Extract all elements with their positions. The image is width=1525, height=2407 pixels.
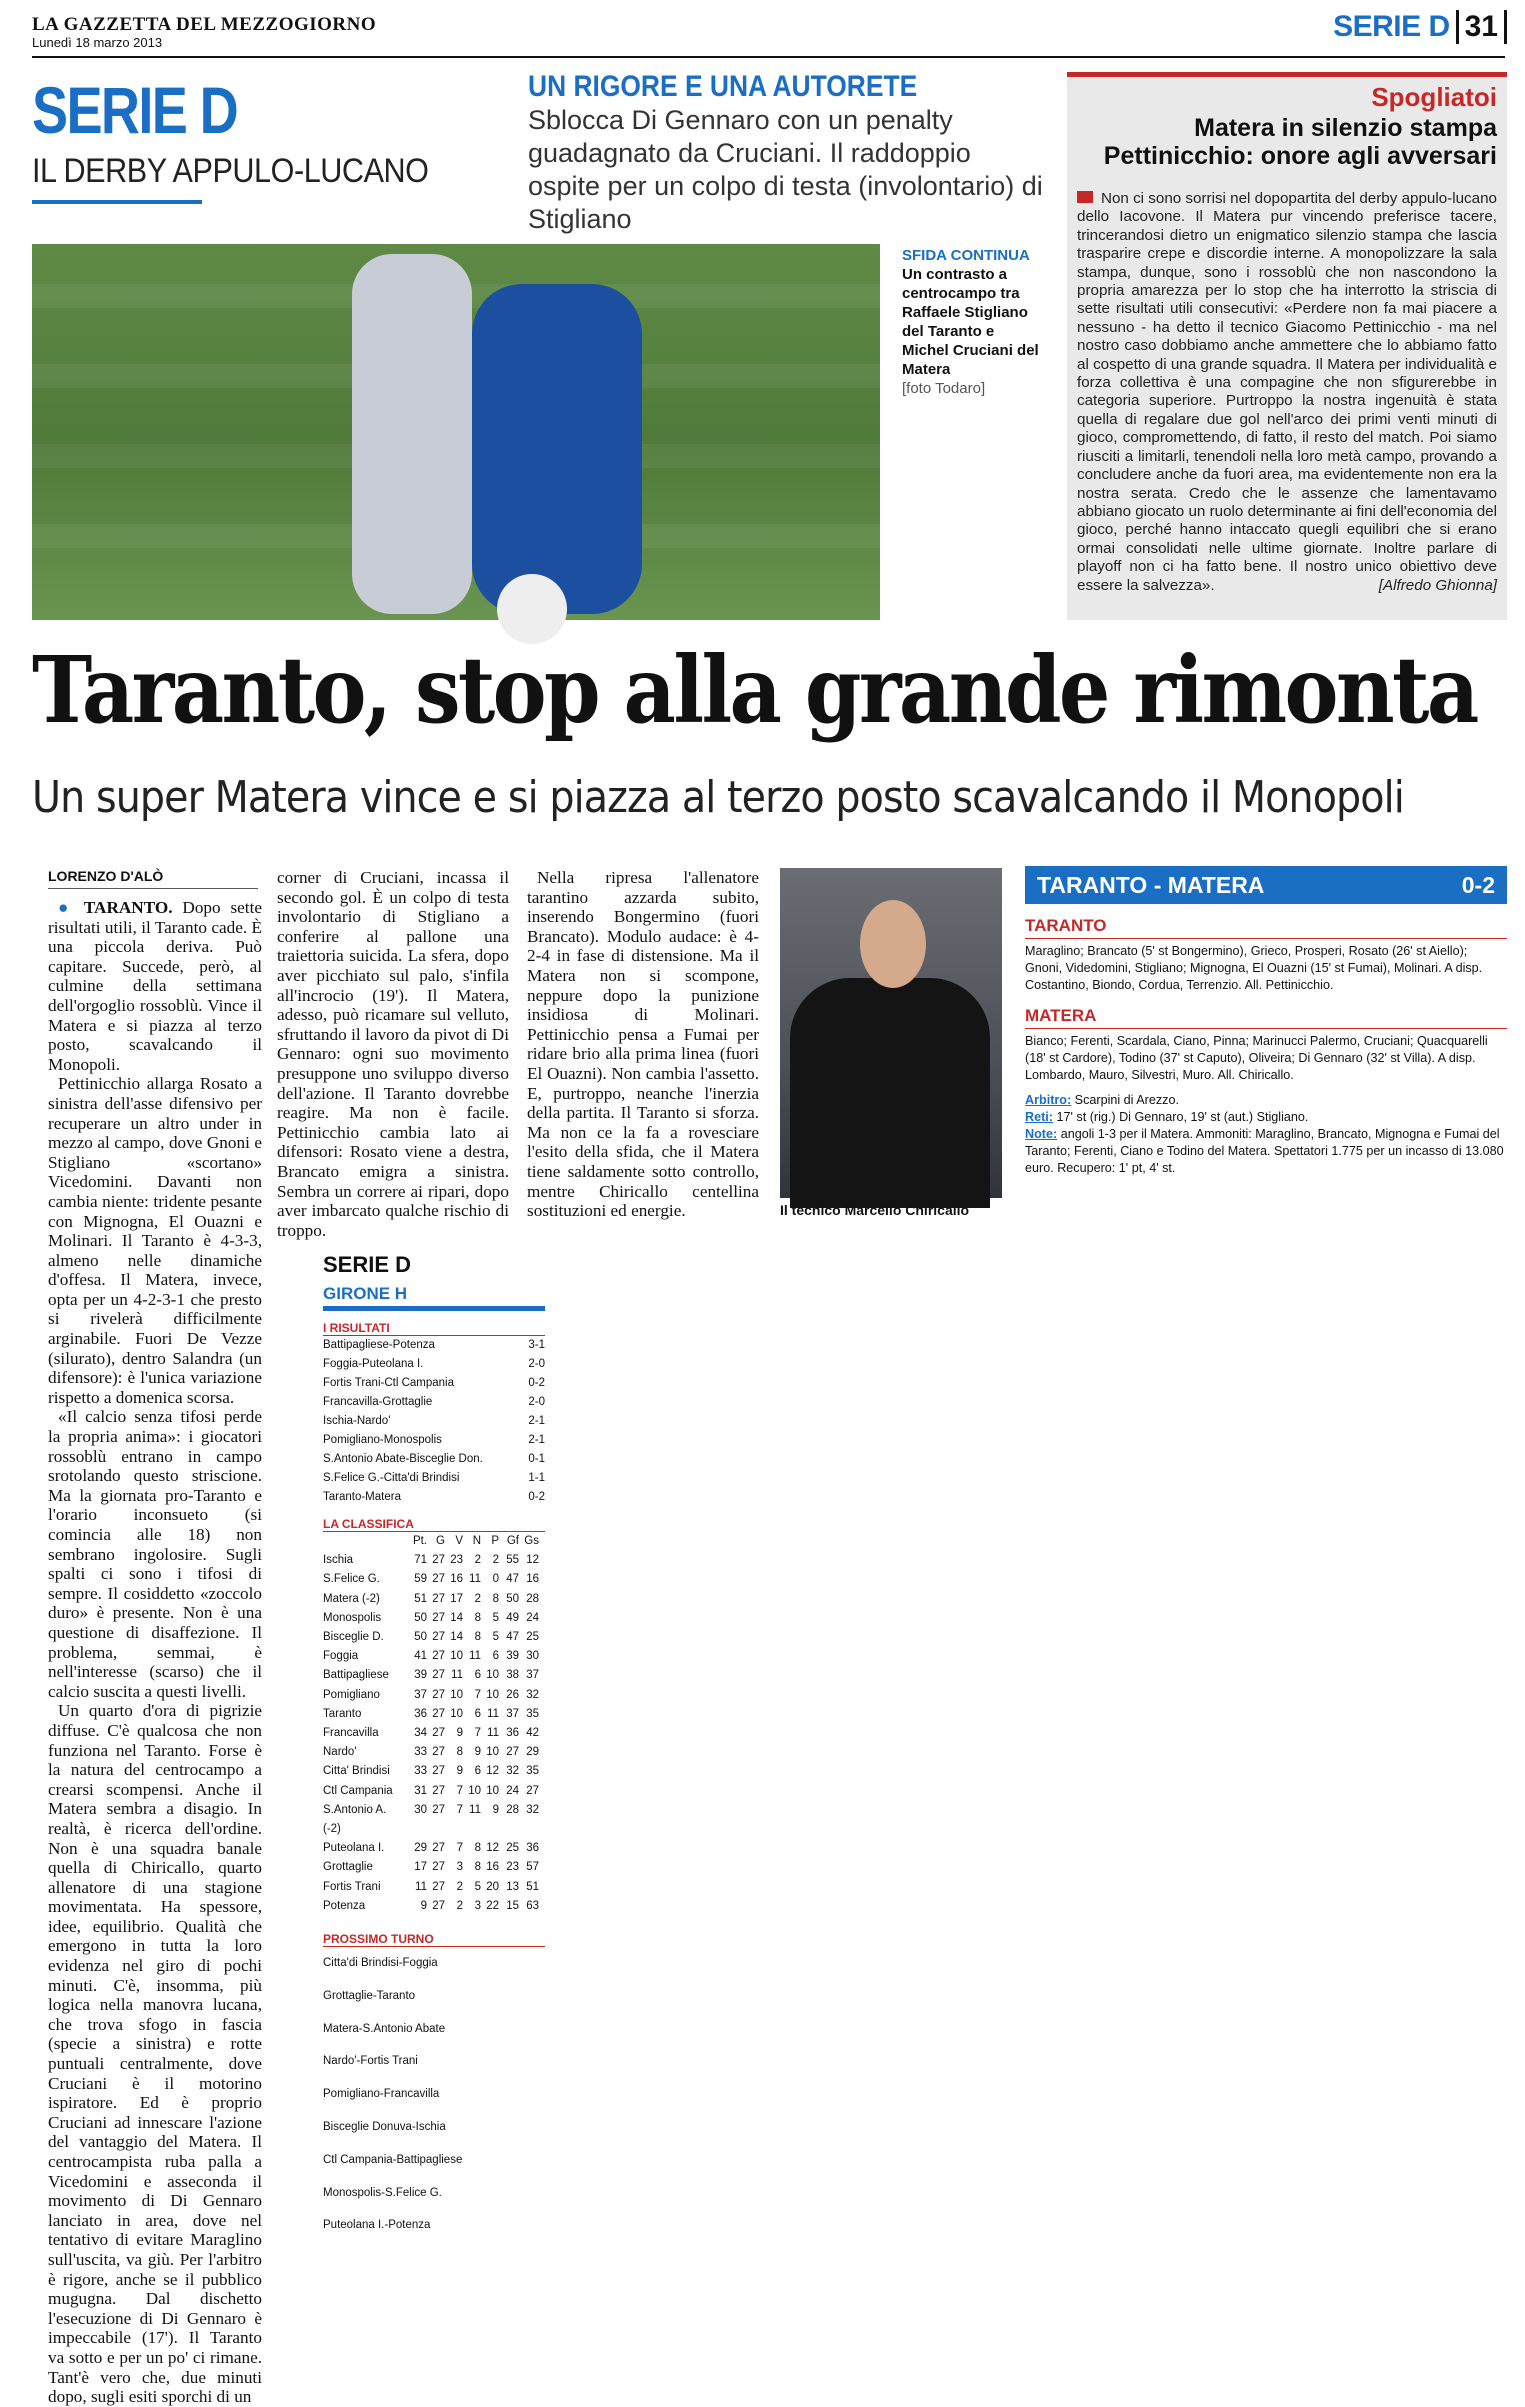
standings-cell: 23 bbox=[506, 1861, 519, 1874]
result-score: 0-2 bbox=[528, 1491, 545, 1503]
coach-coat-figure bbox=[790, 978, 990, 1208]
article-column-3 bbox=[527, 868, 759, 1221]
standings-cell: 42 bbox=[526, 1727, 539, 1740]
standings-cell: 11 bbox=[469, 1650, 481, 1663]
standings-cell: 16 bbox=[486, 1861, 499, 1874]
standings-cell: 29 bbox=[414, 1842, 427, 1855]
section-tag-title: SERIE D bbox=[32, 73, 238, 147]
standings-cell: Pomigliano bbox=[323, 1688, 380, 1701]
standings-header-cell: P bbox=[491, 1535, 499, 1547]
standings-row bbox=[323, 1647, 545, 1666]
standings-cell: 27 bbox=[432, 1669, 445, 1682]
match-teams: TARANTO - MATERA bbox=[1037, 871, 1265, 898]
standings-cell: Battipagliese bbox=[323, 1669, 389, 1682]
goals-value: 17' st (rig.) Di Gennaro, 19' st (aut.) Stigliano. bbox=[1056, 1110, 1309, 1124]
photo-caption bbox=[902, 246, 1042, 398]
photo-caption-text: Un contrasto a centrocampo tra Raffaele Stigliano del Taranto e Michel Cruciani del Matera bbox=[902, 266, 1039, 378]
standings-row bbox=[323, 1705, 545, 1724]
standings-header bbox=[323, 1532, 545, 1551]
section-tag-subtitle: IL DERBY APPULO-LUCANO bbox=[32, 152, 429, 190]
article-paragraph: Nella ripresa l'allenatore tarantino azzarda subito, inserendo Bongermino (fuori Brancato). Modulo audace: è 4-2-4 in fase di distensione. Ma il Matera non si scompone, neppure dopo la punizione insidiosa di Molinari. Pettinicchio pensa a Fumai per ridare brio alla prima linea (fuori El Ouazni). Non cambia l'assetto. E, purtroppo, neanche l'inerzia della partita. Il Taranto si sforza. Ma non ce la fa a rovesciare l'esito della sfida, che il Matera tiene saldamente sotto controllo, mentre Chiricallo centellina sostituzioni ed energie. bbox=[527, 868, 759, 1221]
standings-cell: Taranto bbox=[323, 1707, 362, 1720]
result-row bbox=[323, 1336, 545, 1355]
team1-lineup: Maraglino; Brancato (5' st Bongermino), Grieco, Prosperi, Rosato (26' st Aiello); Gnoni, Videdomini, Stigliano; Mignogna, El Ouazni (15' st Fumai), Molinari. A disp. Costantino, Biondo, Cordua, Terrenzio. All. Pettinicchio. bbox=[1025, 944, 1483, 992]
standings-cell: Foggia bbox=[323, 1650, 359, 1663]
standings-row bbox=[323, 1724, 545, 1743]
next-round-item: Grottaglie-Taranto bbox=[323, 1989, 416, 2002]
standings-cell: 7 bbox=[456, 1784, 463, 1797]
coach-photo-caption: Il tecnico Marcello Chiricallo bbox=[780, 1202, 970, 1218]
result-row bbox=[323, 1355, 545, 1374]
standings-cell: 25 bbox=[526, 1631, 539, 1644]
issue-date: Lunedì 18 marzo 2013 bbox=[32, 35, 163, 50]
standings-cell: 51 bbox=[414, 1592, 427, 1605]
standings-cell: 36 bbox=[526, 1842, 539, 1855]
next-round-item: Pomigliano-Francavilla bbox=[323, 2088, 440, 2101]
standings-cell: 12 bbox=[486, 1842, 499, 1855]
match-facts bbox=[1025, 1092, 1507, 1177]
standings-cell: 31 bbox=[414, 1784, 427, 1797]
standings-row bbox=[323, 1551, 545, 1570]
byline-rule bbox=[48, 888, 258, 889]
standings-cell: 27 bbox=[432, 1611, 445, 1624]
kicker-text: Sblocca Di Gennaro con un penalty guadagnato da Cruciani. Il raddoppio ospite per un colpo di testa (involontario) di Stigliano bbox=[528, 105, 1043, 234]
standings-cell: 35 bbox=[526, 1765, 539, 1778]
standings-header-cell: Gf bbox=[506, 1535, 519, 1547]
result-row bbox=[323, 1412, 545, 1431]
next-round-item: Monospolis-S.Felice G. bbox=[323, 2186, 442, 2199]
standings-cell: 37 bbox=[414, 1688, 427, 1701]
standings-cell: 6 bbox=[474, 1669, 481, 1682]
standings-header-cell: G bbox=[436, 1535, 445, 1547]
standings-header-cell: Pt. bbox=[412, 1535, 427, 1547]
standings-cell: 27 bbox=[432, 1631, 445, 1644]
bullet-dot-icon: ● bbox=[58, 898, 84, 917]
standings-row bbox=[323, 1801, 545, 1839]
standings-cell: 49 bbox=[506, 1611, 519, 1624]
standings-row bbox=[323, 1743, 545, 1762]
standings-cell: Nardo' bbox=[323, 1746, 357, 1759]
standings-cell: 47 bbox=[506, 1631, 519, 1644]
notes-label: Note: bbox=[1025, 1127, 1058, 1141]
standings-cell: 8 bbox=[456, 1746, 463, 1759]
standings-cell: 26 bbox=[506, 1688, 519, 1701]
player-blue-figure bbox=[472, 284, 642, 614]
goals-label: Reti: bbox=[1025, 1110, 1053, 1124]
standings-cell: 10 bbox=[486, 1746, 499, 1759]
result-score: 0-1 bbox=[528, 1453, 545, 1465]
standings-row bbox=[323, 1609, 545, 1628]
standings-cell: 5 bbox=[492, 1631, 499, 1644]
page-header bbox=[1333, 10, 1507, 44]
standings-cell: 8 bbox=[474, 1631, 481, 1644]
standings-cell: 27 bbox=[432, 1899, 445, 1912]
standings-cell: 35 bbox=[526, 1707, 539, 1720]
football-ball bbox=[497, 574, 567, 644]
standings-cell: 10 bbox=[486, 1784, 499, 1797]
sidebar-title-line1: Matera in silenzio stampa bbox=[1194, 114, 1497, 142]
main-headline: Taranto, stop alla grande rimonta bbox=[32, 636, 1477, 744]
standings-cell: Citta' Brindisi bbox=[323, 1765, 390, 1778]
standings-cell: 27 bbox=[432, 1573, 445, 1586]
result-match: Battipagliese-Potenza bbox=[323, 1339, 435, 1351]
sidebar-signature: [Alfredo Ghionna] bbox=[1378, 576, 1497, 594]
result-score: 1-1 bbox=[528, 1472, 545, 1484]
article-column-2 bbox=[277, 868, 509, 1240]
standings-cell: 33 bbox=[414, 1765, 427, 1778]
standings-cell: 7 bbox=[456, 1803, 463, 1816]
standings-cell: 3 bbox=[474, 1899, 481, 1912]
result-match: Taranto-Matera bbox=[323, 1491, 401, 1503]
standings-cell: Bisceglie D. bbox=[323, 1631, 384, 1644]
standings-cell: 2 bbox=[474, 1554, 481, 1567]
standings-cell: 5 bbox=[474, 1880, 481, 1893]
standings-cell: 15 bbox=[506, 1899, 519, 1912]
sidebar-body-text: Non ci sono sorrisi nel dopopartita del derby appulo-lucano dello Iacovone. Il Matera pur vincendo preferisce tacere, trincerandosi dietro un enigmatico silenzio stampa che lascia trasparire crepe e discordie interne. A monopolizzare la sala stampa, dunque, sono i rossoblù che non nascondono la propria amarezza per lo stop che ha interrotto la striscia di sette risultati utili consecutivi: «Perdere non fa mai piacere a nessuno - ha detto il tecnico Giacomo Pettinicchio - ma nel nostro caso dobbiamo anche ammettere che lo abbiamo fatto al cospetto di una grande squadra. Il Matera per individualità e forza collettiva è una compagine che non sfigurerebbe in categoria superiore. Purtroppo la nostra ingenuità è stata quella di regalare due gol nell'arco dei primi venti minuti di gioco, compromettendo, di fatto, il resto del match. Poi siamo riusciti a limitarli, tenendoli nella loro metà campo, provando a concludere anche da fuori area, ma evidentemente non era la nostra serata. Credo che le assenze che lamentavamo abbiano giocato un ruolo determinante ai fini dell'economia del gioco, perché hanno intaccato quegli equilibri che si erano ormai consolidati nelle ultime giornate. Inoltre parlare di playoff non ci ha fatto bene. Il nostro unico obiettivo deve essere la salvezza». bbox=[1077, 190, 1497, 594]
standings-cell: 51 bbox=[526, 1880, 539, 1893]
coach-face-figure bbox=[860, 900, 926, 988]
result-score: 2-1 bbox=[528, 1415, 545, 1427]
next-round-item: Citta'di Brindisi-Foggia bbox=[323, 1957, 438, 1970]
standings-cell: 27 bbox=[432, 1765, 445, 1778]
standings-cell: 27 bbox=[432, 1880, 445, 1893]
standings-cell: 10 bbox=[450, 1650, 463, 1663]
standings-cell: 27 bbox=[432, 1688, 445, 1701]
standings-cell: 11 bbox=[451, 1669, 463, 1682]
next-round-title: PROSSIMO TURNO bbox=[323, 1932, 434, 1947]
standings-cell: 8 bbox=[474, 1611, 481, 1624]
standings-cell: 38 bbox=[506, 1669, 519, 1682]
standings-cell: 47 bbox=[506, 1573, 519, 1586]
next-round-item: Bisceglie Donuva-Ischia bbox=[323, 2121, 446, 2134]
standings-cell: 10 bbox=[450, 1707, 463, 1720]
coach-photo bbox=[780, 868, 1002, 1198]
standings-row bbox=[323, 1897, 545, 1916]
standings-cell: 6 bbox=[474, 1707, 481, 1720]
standings-cell: 27 bbox=[506, 1746, 519, 1759]
standings-cell: 27 bbox=[432, 1861, 445, 1874]
standings-cell: 71 bbox=[414, 1554, 427, 1567]
referee-value: Scarpini di Arezzo. bbox=[1074, 1093, 1179, 1107]
standings-row bbox=[323, 1590, 545, 1609]
standings-cell: 11 bbox=[487, 1727, 499, 1740]
standings-cell: 6 bbox=[492, 1650, 499, 1663]
standings-cell: 11 bbox=[415, 1880, 427, 1893]
standings-cell: 33 bbox=[414, 1746, 427, 1759]
result-row bbox=[323, 1450, 545, 1469]
standings-cell: Puteolana I. bbox=[323, 1842, 385, 1855]
standings-cell: 8 bbox=[474, 1861, 481, 1874]
standings-cell: 37 bbox=[526, 1669, 539, 1682]
standings-cell: 30 bbox=[526, 1650, 539, 1663]
standings-cell: 55 bbox=[506, 1554, 519, 1567]
team1-name: TARANTO bbox=[1025, 916, 1107, 935]
standings-cell: 39 bbox=[506, 1650, 519, 1663]
standings-cell: Francavilla bbox=[323, 1727, 379, 1740]
match-scorebox bbox=[1025, 866, 1507, 1177]
league-group: GIRONE H bbox=[323, 1284, 408, 1303]
standings-header-cell bbox=[323, 1532, 405, 1551]
standings-cell: 36 bbox=[414, 1707, 427, 1720]
standings-cell: 63 bbox=[526, 1899, 539, 1912]
sidebar-body bbox=[1077, 190, 1497, 595]
newspaper-masthead: LA GAZZETTA DEL MEZZOGIORNO bbox=[32, 14, 377, 35]
standings-cell: 8 bbox=[474, 1842, 481, 1855]
standings-cell: Potenza bbox=[323, 1899, 366, 1912]
standings-cell: 27 bbox=[432, 1746, 445, 1759]
page-number: 31 bbox=[1456, 10, 1507, 44]
result-match: Foggia-Puteolana I. bbox=[323, 1358, 424, 1370]
standings-cell: 9 bbox=[420, 1899, 427, 1912]
standings-cell: Matera (-2) bbox=[323, 1592, 380, 1605]
standings-cell: 24 bbox=[506, 1784, 519, 1797]
standings-cell: Monospolis bbox=[323, 1611, 382, 1624]
header-rule bbox=[32, 56, 1505, 58]
result-match: Ischia-Nardo' bbox=[323, 1415, 391, 1427]
standings-cell: 10 bbox=[468, 1784, 481, 1797]
result-match: Pomigliano-Monospolis bbox=[323, 1434, 442, 1446]
kicker-title: UN RIGORE E UNA AUTORETE bbox=[528, 70, 918, 103]
standings-cell: 12 bbox=[526, 1554, 539, 1567]
byline: LORENZO D'ALÒ bbox=[48, 868, 164, 884]
standings-cell: 27 bbox=[432, 1650, 445, 1663]
result-row bbox=[323, 1469, 545, 1488]
standings-cell: 16 bbox=[526, 1573, 539, 1586]
standings-cell: 14 bbox=[450, 1611, 463, 1624]
result-score: 3-1 bbox=[528, 1339, 545, 1351]
bullet-square-icon bbox=[1077, 191, 1093, 203]
standings-cell: 2 bbox=[456, 1880, 463, 1893]
article-paragraph: corner di Cruciani, incassa il secondo gol. È un colpo di testa involontario di Stigliano a conferire al pallone una traiettoria suicida. La sfera, dopo aver picchiato sul palo, s'infila all'incrocio (19'). Il Matera, adesso, può ricamare sul velluto, sfruttando il lavoro da pivot di Di Gennaro: ogni suo movimento presuppone uno sviluppo diverso dell'azione. Il Taranto dovrebbe reagire. Ma non è facile. Pettinicchio cambia lato ai difensori: Rosato viene a destra, Brancato emigra a sinistra. Sembra un correre ai ripari, dopo aver imbarcato qualche rischio di troppo. bbox=[277, 868, 509, 1240]
standings-cell: 39 bbox=[414, 1669, 427, 1682]
result-row bbox=[323, 1374, 545, 1393]
standings-cell: 17 bbox=[450, 1592, 463, 1605]
standings-cell: 11 bbox=[469, 1573, 481, 1586]
standings-cell: 23 bbox=[450, 1554, 463, 1567]
standings-cell: 22 bbox=[486, 1899, 499, 1912]
standings-cell: 7 bbox=[456, 1842, 463, 1855]
standings-cell: 2 bbox=[474, 1592, 481, 1605]
sidebar-label: Spogliatoi bbox=[1371, 82, 1497, 112]
article-column-1 bbox=[48, 898, 262, 2407]
standings-cell: S.Antonio A. (-2) bbox=[323, 1803, 387, 1836]
standings-cell: 25 bbox=[506, 1842, 519, 1855]
standings-cell: 9 bbox=[456, 1727, 463, 1740]
article-paragraph bbox=[48, 898, 262, 1074]
standings-cell: 5 bbox=[492, 1611, 499, 1624]
standings-cell: 41 bbox=[414, 1650, 427, 1663]
photo-caption-kicker: SFIDA CONTINUA bbox=[902, 247, 1030, 264]
standings-cell: 27 bbox=[526, 1784, 539, 1797]
standings-row bbox=[323, 1570, 545, 1589]
standings-cell: 50 bbox=[414, 1611, 427, 1624]
standings-cell: 36 bbox=[506, 1727, 519, 1740]
team2-lineup: Bianco; Ferenti, Scardala, Ciano, Pinna; Marinucci Palermo, Cruciani; Quacquarelli (18' st Cardore), Todino (37' st Caputo), Oliveira; Di Gennaro (32' st Villa). A disp. Lombardo, Mauro, Silvestri, Muro. All. Chiricallo. bbox=[1025, 1034, 1488, 1082]
standings-cell: 7 bbox=[474, 1727, 481, 1740]
result-match: S.Antonio Abate-Bisceglie Don. bbox=[323, 1453, 483, 1465]
next-round-item: Matera-S.Antonio Abate bbox=[323, 2022, 446, 2035]
result-score: 2-0 bbox=[528, 1358, 545, 1370]
team2-name: MATERA bbox=[1025, 1006, 1097, 1025]
standings-cell: 10 bbox=[486, 1669, 499, 1682]
standings-cell: 27 bbox=[432, 1707, 445, 1720]
lead-city: TARANTO. bbox=[83, 898, 173, 917]
standings-cell: 9 bbox=[492, 1803, 499, 1816]
next-round-item: Puteolana I.-Potenza bbox=[323, 2219, 431, 2232]
standings-cell: 10 bbox=[486, 1688, 499, 1701]
match-photo bbox=[32, 244, 880, 620]
article-paragraph: «Il calcio senza tifosi perde la propria anima»: i giocatori rossoblù entrano in campo srotolando questo striscione. Ma la giornata pro-Taranto e l'orario inconsueto (si comincia alle 18) non sembrano ingolosire. Sugli spalti ci sono i tifosi di sempre. Il cosiddetto «zoccolo duro» è presente. Non è una questione di disaffezione. Il problema, semmai, è nell'interesse (scarso) che il calcio suscita a questi livelli. bbox=[48, 1407, 262, 1701]
standings-title: LA CLASSIFICA bbox=[323, 1517, 414, 1531]
result-match: S.Felice G.-Citta'di Brindisi bbox=[323, 1472, 460, 1484]
result-score: 2-1 bbox=[528, 1434, 545, 1446]
standings-cell: 11 bbox=[487, 1707, 499, 1720]
standings-cell: 30 bbox=[414, 1803, 427, 1816]
standings-cell: 27 bbox=[432, 1842, 445, 1855]
standings-cell: 27 bbox=[432, 1592, 445, 1605]
standings-cell: 7 bbox=[474, 1688, 481, 1701]
standings-cell: 2 bbox=[456, 1899, 463, 1912]
next-round-item: Nardo'-Fortis Trani bbox=[323, 2055, 418, 2068]
standings-cell: 32 bbox=[526, 1688, 539, 1701]
standings-cell: 3 bbox=[456, 1861, 463, 1874]
standings-cell: 8 bbox=[492, 1592, 499, 1605]
sidebar-title-line2: Pettinicchio: onore agli avversari bbox=[1103, 142, 1497, 170]
scorebox-header bbox=[1025, 866, 1507, 904]
sidebar-title bbox=[1104, 114, 1497, 170]
result-score: 0-2 bbox=[528, 1377, 545, 1389]
referee-label: Arbitro: bbox=[1025, 1093, 1072, 1107]
standings-cell: 50 bbox=[414, 1631, 427, 1644]
league-table bbox=[323, 1252, 545, 2242]
article-paragraph: Un quarto d'ora di pigrizie diffuse. C'è qualcosa che non funziona nel Taranto. Forse è la natura del centrocampo a crearsi scompensi. Anche il Matera sembra a disagio. In realtà, è ricerca dell'ordine. Non è una squadra banale quella di Chiricallo, quarto allenatore di una stagione movimentata. Ha spessore, idee, equilibrio. Qualità che emergono in tutta la loro evidenza nel giro di pochi minuti. C'è, insomma, più logica nella manovra lucana, che trova sfogo in fascia (specie a sinistra) e rotte puntuali centralmente, dove Cruciani è il motorino ispiratore. Ed è proprio Cruciani ad innescare l'azione del vantaggio del Matera. Il centrocampista ruba palla a Vicedomini e asseconda il movimento di Di Gennaro lanciato in area, dove nel tentativo di evitare Maraglino sull'uscita, va giù. Per l'arbitro è rigore, anche se il pubblico mugugna. Dal dischetto l'esecuzione di Di Gennaro è impeccabile (17'). Il Taranto va sotto e per un po' ci rimane. Tant'è vero che, due minuti dopo, sugli esiti sporchi di un bbox=[48, 1701, 262, 2407]
standings-cell: 16 bbox=[450, 1573, 463, 1586]
article-paragraph: Pettinicchio allarga Rosato a sinistra dell'asse difensivo per recuperare un altro under in mezzo al campo, dove Gnoni e Stigliano «scortano» Vicedomini. Davanti non cambia niente: tridente pesante con Mignogna, El Ouazni e Molinari. Il Taranto è 4-3-3, almeno nelle dinamiche d'offesa. Il Matera, invece, opta per un 4-2-3-1 che presto si rivelerà difficilmente arginabile. Fuori De Vezze (silurato), dentro Salandra (un difensore): è l'unica variazione rispetto a domenica scorsa. bbox=[48, 1074, 262, 1407]
result-match: Francavilla-Grottaglie bbox=[323, 1396, 433, 1408]
result-row bbox=[323, 1393, 545, 1412]
photo-credit: [foto Todaro] bbox=[902, 380, 986, 397]
standings-cell: 59 bbox=[414, 1573, 427, 1586]
standings-cell: 13 bbox=[506, 1880, 519, 1893]
standings-cell: 0 bbox=[492, 1573, 499, 1586]
standings-cell: 11 bbox=[469, 1803, 481, 1816]
standings-cell: 24 bbox=[526, 1611, 539, 1624]
sidebar-bar bbox=[1067, 72, 1507, 77]
standings-cell: Ctl Campania bbox=[323, 1784, 393, 1797]
result-match: Fortis Trani-Ctl Campania bbox=[323, 1377, 455, 1389]
standings-cell: 28 bbox=[506, 1803, 519, 1816]
standings-cell: 37 bbox=[506, 1707, 519, 1720]
results-list bbox=[323, 1336, 545, 1507]
result-row bbox=[323, 1488, 545, 1507]
standings-cell: 50 bbox=[506, 1592, 519, 1605]
standings-cell: Ischia bbox=[323, 1554, 354, 1567]
standings-cell: 17 bbox=[414, 1861, 427, 1874]
result-score: 2-0 bbox=[528, 1396, 545, 1408]
next-round-list bbox=[323, 1947, 545, 2242]
standings-row bbox=[323, 1666, 545, 1685]
standings-cell: 9 bbox=[456, 1765, 463, 1778]
next-round-item: Ctl Campania-Battipagliese bbox=[323, 2153, 463, 2166]
standings-cell: 9 bbox=[474, 1746, 481, 1759]
sub-headline: Un super Matera vince e si piazza al terzo posto scavalcando il Monopoli bbox=[32, 772, 1404, 823]
standings-cell: 2 bbox=[492, 1554, 499, 1567]
standings-cell: 20 bbox=[486, 1880, 499, 1893]
paragraph-text: Dopo sette risultati utili, il Taranto cade. È una piccola deriva. Può capitare. Succede, però, al culmine della settimana dell'orgoglio rossoblù. Vince il Matera e si piazza al terzo posto, scavalcando il Monopoli. bbox=[48, 898, 262, 1074]
standings-cell: 32 bbox=[506, 1765, 519, 1778]
standings-cell: S.Felice G. bbox=[323, 1573, 380, 1586]
standings-row bbox=[323, 1878, 545, 1897]
standings-row bbox=[323, 1839, 545, 1858]
standings-row bbox=[323, 1628, 545, 1647]
result-row bbox=[323, 1431, 545, 1450]
section-name: SERIE D bbox=[1333, 10, 1450, 43]
standings-row bbox=[323, 1782, 545, 1801]
standings-cell: 29 bbox=[526, 1746, 539, 1759]
results-title: I RISULTATI bbox=[323, 1321, 390, 1335]
standings-cell: 27 bbox=[432, 1727, 445, 1740]
standings-cell: Fortis Trani bbox=[323, 1880, 381, 1893]
league-title: SERIE D bbox=[323, 1252, 412, 1277]
standings-cell: 28 bbox=[526, 1592, 539, 1605]
standings-cell: 27 bbox=[432, 1803, 445, 1816]
standings-cell: 6 bbox=[474, 1765, 481, 1778]
standings-cell: 27 bbox=[432, 1554, 445, 1567]
standings-header-cell: V bbox=[455, 1535, 463, 1547]
notes-value: angoli 1-3 per il Matera. Ammoniti: Maraglino, Brancato, Mignogna e Fumai del Taranto; Ferenti, Ciano e Todino del Matera. Spettatori 1.775 per un incasso di 13.080 euro. Recupero: 1' pt, 4' st. bbox=[1025, 1127, 1504, 1175]
standings-cell: 14 bbox=[450, 1631, 463, 1644]
standings-row bbox=[323, 1858, 545, 1877]
standings-row bbox=[323, 1762, 545, 1781]
standings-table bbox=[323, 1532, 545, 1916]
standings-header-cell: N bbox=[472, 1535, 481, 1547]
match-score: 0-2 bbox=[1461, 871, 1495, 898]
standings-cell: 10 bbox=[450, 1688, 463, 1701]
standings-row bbox=[323, 1686, 545, 1705]
standings-header-cell: Gs bbox=[524, 1535, 539, 1547]
standings-cell: 57 bbox=[526, 1861, 539, 1874]
standings-cell: Grottaglie bbox=[323, 1861, 373, 1874]
standings-cell: 32 bbox=[526, 1803, 539, 1816]
section-tag-rule bbox=[32, 200, 202, 204]
standings-cell: 34 bbox=[414, 1727, 427, 1740]
player-white-figure bbox=[352, 254, 472, 614]
standings-cell: 12 bbox=[486, 1765, 499, 1778]
standings-cell: 27 bbox=[432, 1784, 445, 1797]
locker-room-sidebar bbox=[1067, 72, 1507, 620]
